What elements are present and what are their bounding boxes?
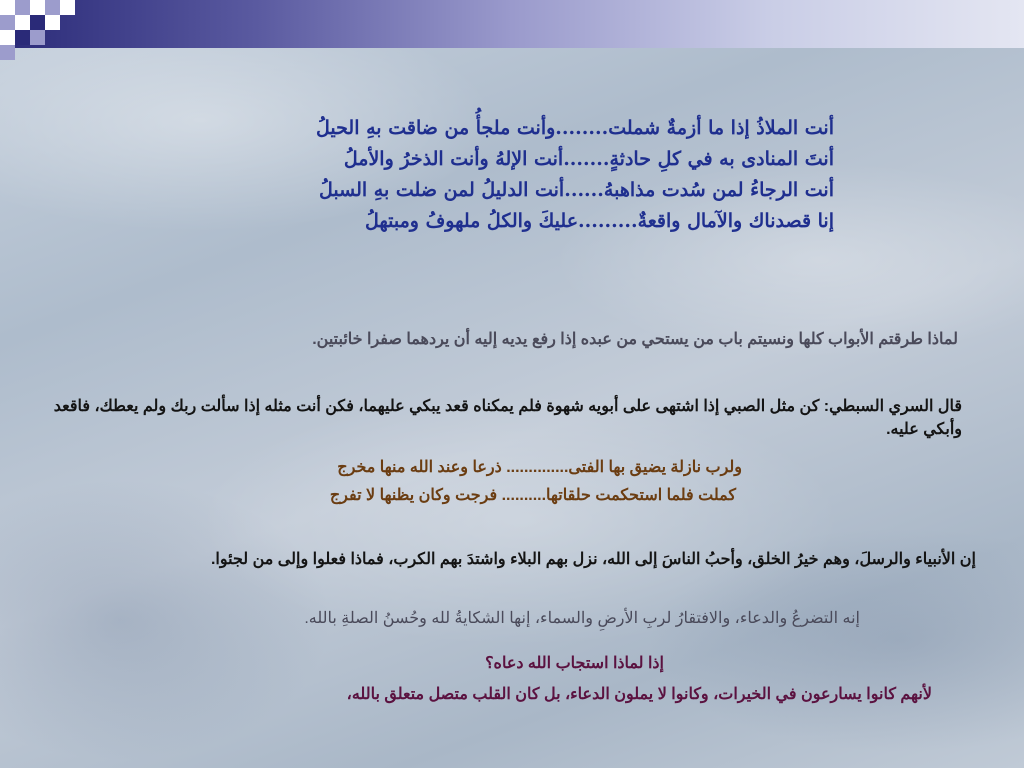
poem-line-3: أنت الرجاءُ لمن سُدت مذاهبهُ......أنت الدليلُ لمن ضلت بهِ السبلُ <box>319 179 834 201</box>
closing-question: إذا لماذا استجاب الله دعاه؟ <box>485 655 664 672</box>
verse-line-2: كملت فلما استحكمت حلقاتها.......... فرجت وكان يظنها لا تفرج <box>329 487 736 504</box>
prophets-paragraph: إن الأنبياء والرسلَ، وهم خيرُ الخلق، وأحبُ الناسَ إلى الله، نزل بهم البلاء واشتدَ بهم الكرب، فماذا فعلوا وإلى من لجئوا. <box>210 551 976 568</box>
verse-line-1: ولرب نازلة يضيق بها الفتى.............. ذرعا وعند الله منها مخرج <box>337 459 742 476</box>
prophets-answer: إنه التضرعُ والدعاء، والافتقارُ لربِ الأرضِ والسماء، إنها الشكايةُ لله وحُسنُ الصلةِ بالله. <box>304 610 860 627</box>
corner-squares-decoration <box>0 0 80 60</box>
header-gradient-bar <box>0 0 1024 48</box>
closing-answer: لأنهم كانوا يسارعون في الخيرات، وكانوا لا يملون الدعاء، بل كان القلب متصل متعلق بالله، <box>346 686 932 703</box>
poem-line-1: أنت الملاذُ إذا ما أزمةٌ شملت........وأنت ملجأُ من ضاقت بهِ الحيلُ <box>316 117 834 139</box>
question-paragraph: لماذا طرقتم الأبواب كلها ونسيتم باب من يستحي من عبده إذا رفع يديه إليه أن يردهما صفرا خائبتين. <box>312 331 958 348</box>
poem-line-2: أنتَ المنادى به في كلِ حادثةٍ.......أنت الإلهُ وأنت الذخرُ والأملُ <box>343 148 834 170</box>
poem-block <box>316 113 834 237</box>
quote-paragraph: قال السري السبطي: كن مثل الصبي إذا اشتهى على أبويه شهوة فلم يمكناه قعد يبكي عليهما، فكن أنت مثله إذا سألت ربك ولم يعطك، فاقعد وأبكي عليه. <box>53 398 962 438</box>
poem-line-4: إنا قصدناك والآمال واقعةٌ.........عليكَ والكلُ ملهوفُ ومبتهلُ <box>365 210 834 232</box>
